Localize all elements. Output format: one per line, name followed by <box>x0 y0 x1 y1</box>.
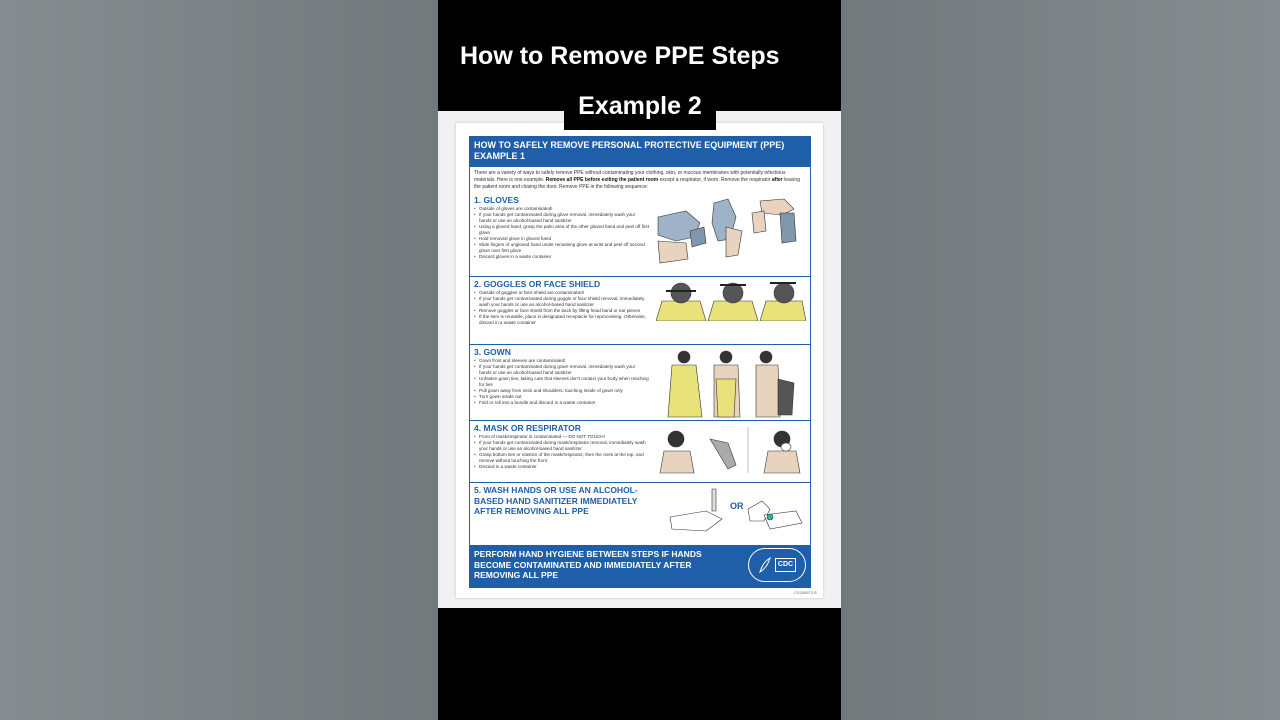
list-item: • If the item is reusable, place in designated receptacle for reprocessing. Otherwise, discard in a waste container <box>474 314 649 326</box>
poster-footer <box>470 545 810 587</box>
list-item: • Discard in a waste container <box>474 464 649 470</box>
intro-emphasis: after <box>771 177 783 183</box>
ppe-poster <box>456 123 823 598</box>
list-item: • Outside of gloves are contaminated! <box>474 206 649 212</box>
or-label: OR <box>730 501 744 511</box>
poster-header-line2: EXAMPLE 1 <box>474 151 526 161</box>
intro-emphasis: Remove all PPE before exiting the patient room <box>545 177 659 183</box>
bullet-list <box>474 434 649 470</box>
poster-frame <box>469 136 811 588</box>
glove-removal-illustration <box>656 197 806 269</box>
poster-intro <box>470 167 810 193</box>
list-item: • If your hands get contaminated during mask/respirator removal, immediately wash your hands or use an alcohol-based hand sanitizer <box>474 440 649 452</box>
list-item: • Outside of goggles or face shield are contaminated! <box>474 290 649 296</box>
video-frame <box>438 0 841 720</box>
section-title: 3. GOWN <box>474 347 511 357</box>
video-bottom-bar <box>438 608 841 720</box>
hand-hygiene-illustration <box>666 487 806 539</box>
section-title: 5. WASH HANDS OR USE AN ALCOHOL-BASED HAND SANITIZER IMMEDIATELY AFTER REMOVING ALL PPE <box>474 485 638 516</box>
poster-header <box>470 137 810 167</box>
list-item: • Unfasten gown ties, taking care that sleeves don't contact your body when reaching for ties <box>474 376 649 388</box>
section-title: 1. GLOVES <box>474 195 519 205</box>
cdc-logo <box>748 548 806 582</box>
list-item: • Fold or roll into a bundle and discard in a waste container <box>474 400 649 406</box>
cdc-logo-text: CDC <box>775 558 796 573</box>
section-title: 4. MASK OR RESPIRATOR <box>474 423 581 433</box>
section-gown <box>470 345 810 421</box>
blurred-background-right <box>841 0 1280 720</box>
section-gloves <box>470 193 810 277</box>
list-item: • Front of mask/respirator is contaminated — DO NOT TOUCH! <box>474 434 649 440</box>
section-goggles <box>470 277 810 345</box>
list-item: • Remove goggles or face shield from the back by lifting head band or ear pieces <box>474 308 649 314</box>
intro-text: leaving the patient room and closing the door. Remove PPE in the following sequence: <box>474 177 800 190</box>
list-item: • If your hands get contaminated during gown removal, immediately wash your hands or use an alcohol-based hand sanitizer <box>474 364 649 376</box>
list-item: • If your hands get contaminated during goggle or face shield removal, immediately wash your hands or use an alcohol-based hand sanitizer <box>474 296 649 308</box>
bullet-list <box>474 206 649 260</box>
list-item: • Gown front and sleeves are contaminated! <box>474 358 649 364</box>
blurred-background-left <box>0 0 438 720</box>
video-title: How to Remove PPE Steps <box>460 42 780 70</box>
list-item: • Discard gloves in a waste container <box>474 254 649 260</box>
poster-code: CS250672-E <box>794 590 817 595</box>
section-mask <box>470 421 810 483</box>
list-item: • Hold removed glove in gloved hand <box>474 236 649 242</box>
list-item: • Slide fingers of ungloved hand under remaining glove at wrist and peel off second glove over first glove <box>474 242 649 254</box>
intro-text: except a respirator, if worn. Remove the respirator <box>658 177 772 183</box>
list-item: • Using a gloved hand, grasp the palm area of the other gloved hand and peel off first glove <box>474 224 649 236</box>
list-item: • Turn gown inside out <box>474 394 649 400</box>
footer-text: PERFORM HAND HYGIENE BETWEEN STEPS IF HANDS BECOME CONTAMINATED AND IMMEDIATELY AFTER REMOVING ALL PPE <box>474 549 702 580</box>
gown-removal-illustration <box>666 349 806 419</box>
poster-header-line1: HOW TO SAFELY REMOVE PERSONAL PROTECTIVE EQUIPMENT (PPE) <box>474 140 785 150</box>
list-item: • If your hands get contaminated during glove removal, immediately wash your hands or use an alcohol-based hand sanitizer <box>474 212 649 224</box>
goggles-removal-illustration <box>656 281 806 321</box>
bullet-list <box>474 290 649 326</box>
section-wash-hands <box>470 483 810 539</box>
mask-removal-illustration <box>656 425 806 475</box>
section-title: 2. GOGGLES OR FACE SHIELD <box>474 279 601 289</box>
video-subtitle: Example 2 <box>564 82 716 130</box>
hhs-eagle-icon <box>758 556 772 574</box>
list-item: • Grasp bottom ties or elastics of the mask/respirator, then the ones at the top, and remove without touching the front <box>474 452 649 464</box>
intro-text: There are a variety of ways to safely remove PPE without contaminating your clothing, skin, or mucous membranes with potentially infectious materials. Here is one example. <box>474 170 786 183</box>
list-item: • Pull gown away from neck and shoulders, touching inside of gown only <box>474 388 649 394</box>
bullet-list <box>474 358 649 406</box>
